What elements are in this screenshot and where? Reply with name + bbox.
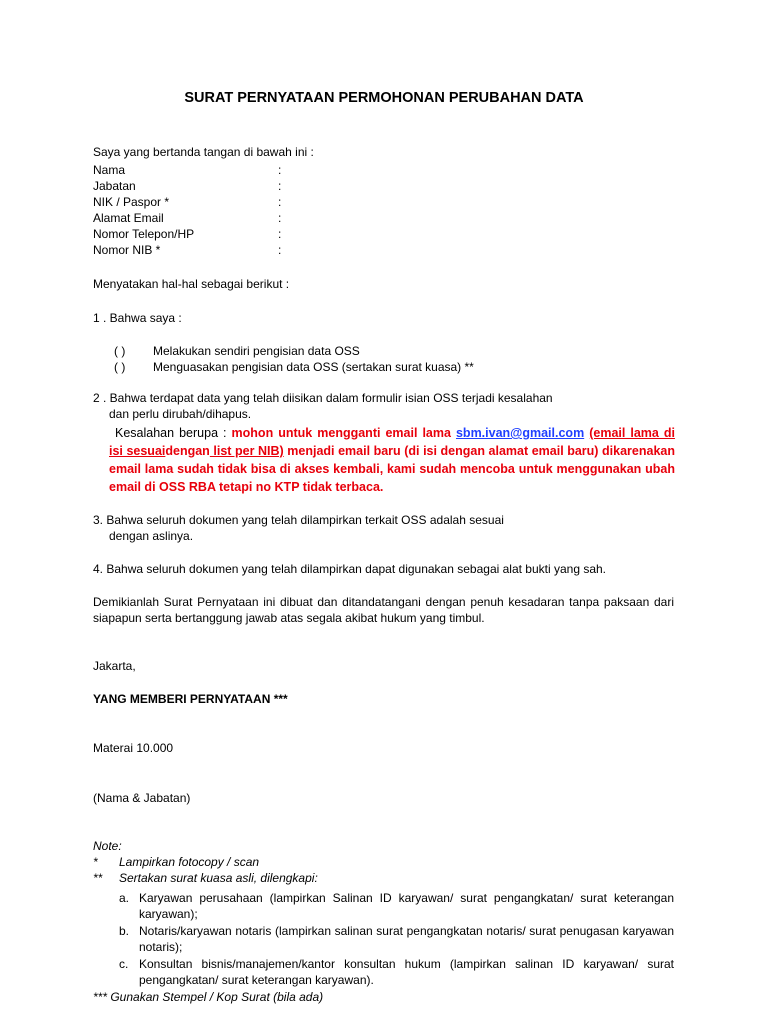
error-red-text: menjadi email baru (di isi dengan alamat email baru) dikarenakan email lama sudah tidak bisa di akses kembali, kami sudah mencoba untuk menggunakan ubah email di OSS RBA tetapi no KTP tidak terbaca. [109,444,675,494]
field-label-nib: Nomor NIB * [93,243,161,257]
field-label-jabatan: Jabatan [93,179,136,193]
option-text-self: Melakukan sendiri pengisian data OSS [153,344,360,358]
intro-text: Saya yang bertanda tangan di bawah ini : [93,145,314,159]
error-red-text: mohon untuk mengganti email lama [231,426,451,440]
error-label: Kesalahan berupa : [115,426,227,440]
name-position-text: (Nama & Jabatan) [93,791,191,805]
sub-item-letter: c. [119,957,129,971]
field-colon: : [278,179,282,193]
materai-text: Materai 10.000 [93,741,174,755]
sub-item-text: Notaris/karyawan notaris (lampirkan salinan surat pengangkatan notaris/ surat penugasan karyawan notaris); [139,924,674,954]
note-mark: ** [93,871,103,885]
note-mark: * [93,855,98,869]
field-colon: : [278,211,282,225]
error-red-text: dengan [165,444,210,458]
point-4-text: 4. Bahwa seluruh dokumen yang telah dilampirkan dapat digunakan sebagai alat bukti yang sah. [93,562,607,576]
email-link[interactable]: sbm.ivan@gmail.com [455,426,585,440]
signer-heading: YANG MEMBERI PERNYATAAN *** [93,692,288,706]
error-red-text: list per NIB) [209,444,284,458]
error-red-text: (email lama di isi sesuai [109,426,675,458]
note-text: Sertakan surat kuasa asli, dilengkapi: [119,871,318,885]
point-2-line2: dan perlu dirubah/dihapus. [109,407,252,421]
point-1-label: 1 . Bahwa saya : [93,311,182,325]
field-label-nik: NIK / Paspor * [93,195,170,209]
field-colon: : [278,163,282,177]
place-text: Jakarta, [93,659,136,673]
sub-item-letter: b. [119,924,130,938]
field-colon: : [278,195,282,209]
field-label-email: Alamat Email [93,211,164,225]
sub-item-text: Konsultan bisnis/manajemen/kantor konsultan hukum (lampirkan salinan ID karyawan/ surat pengangkatan/ surat keterangan karyawan). [139,957,674,987]
statement-intro: Menyatakan hal-hal sebagai berikut : [93,277,290,291]
sub-item-text: Karyawan perusahaan (lampirkan Salinan ID karyawan/ surat pengangkatan/ surat keterangan karyawan); [139,891,674,921]
note-text: Lampirkan fotocopy / scan [119,855,260,869]
document-title: SURAT PERNYATAAN PERMOHONAN PERUBAHAN DATA [184,90,584,106]
option-box: ( ) [114,344,126,358]
field-colon: : [278,243,282,257]
field-label-phone: Nomor Telepon/HP [93,227,195,241]
note-heading: Note: [93,839,122,853]
field-colon: : [278,227,282,241]
sub-item-letter: a. [119,891,130,905]
note-footer: *** Gunakan Stempel / Kop Surat (bila ada) [93,990,324,1004]
error-description [109,424,675,496]
point-3-line2: dengan aslinya. [109,529,194,543]
option-box: ( ) [114,360,126,374]
option-text-proxy: Menguasakan pengisian data OSS (sertakan surat kuasa) ** [153,360,474,374]
field-label-nama: Nama [93,163,126,177]
point-2-line1: 2 . Bahwa terdapat data yang telah diisikan dalam formulir isian OSS terjadi kesalahan [93,391,553,405]
point-3-line1: 3. Bahwa seluruh dokumen yang telah dilampirkan terkait OSS adalah sesuai [93,513,504,527]
closing-paragraph: Demikianlah Surat Pernyataan ini dibuat dan ditandatangani dengan penuh kesadaran tanpa paksaan dari siapapun serta bertanggung jawab atas segala akibat hukum yang timbul. [93,595,674,625]
